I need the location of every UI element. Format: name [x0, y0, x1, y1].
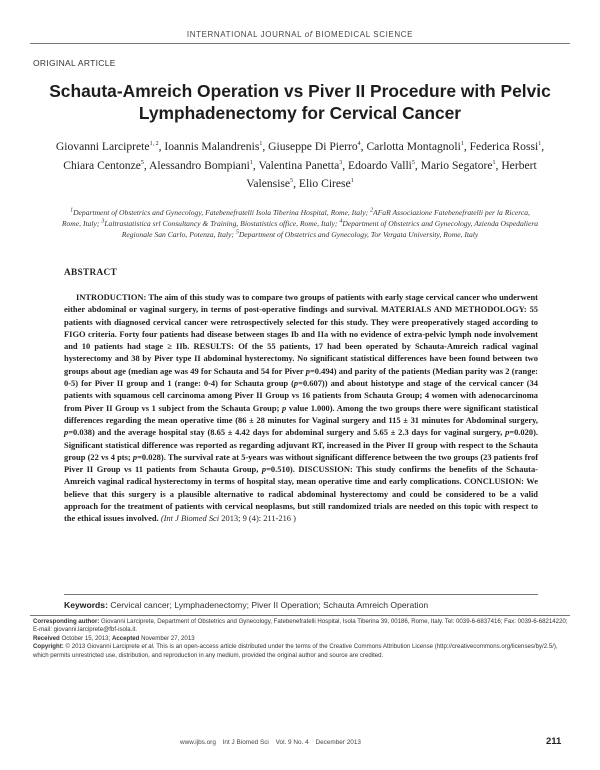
journal-header-pre: INTERNATIONAL JOURNAL [186, 30, 305, 39]
abstract-methods-label: MATERIALS AND METHODOLOGY: [378, 304, 527, 315]
received-date: October 15, 2013; [59, 634, 112, 642]
affil-sup: 3 [101, 218, 105, 225]
affiliations [60, 207, 540, 241]
copyright-text: © 2013 Giovanni Larciprete [63, 643, 142, 651]
p-value-symbol: p [64, 427, 69, 438]
keywords-text: Cervical cancer; Lymphadenectomy; Piver II Operation; Schauta Amreich Operation [107, 600, 429, 610]
author: Mario Segatore [420, 158, 493, 172]
author-affil-sup: 4 [357, 141, 361, 148]
abstract-methods-text: 55 patients with diagnosed cervical cancer were retrospectively selected for this study. They were preoperatively staged according to FIGO criteria. Forty four patients had disease between stages Ib and IIa with no evidence of extra-pelvic lymph node involvement and 10 patients had stage ≥ IIb. [64, 304, 539, 352]
correspondence-label: Corresponding author: [33, 618, 100, 625]
author-affil-sup: 1 [259, 141, 263, 148]
abstract-results-text: =0.510). [266, 464, 295, 475]
p-value-symbol: p [132, 451, 138, 462]
received-label: Received [33, 634, 60, 642]
accepted-label: Accepted [111, 634, 140, 642]
author: Alessandro Bompiani [149, 158, 250, 172]
author: Giuseppe Di Pierro [268, 140, 358, 153]
abstract-results-text: value 1.000). Among the two groups there were significant statistical differences regarding the mean operative time (86 ± 28 minutes for Vaginal surgery and 115 ± 31 minutes for Abdominal surgery, [64, 402, 538, 425]
abstract-discussion-text: This study confirms the benefits of the Schauta-Amreich vaginal radical hysterectomy in terms of hospital stay, mean operative time and early complications. [64, 464, 538, 487]
header-rule [30, 43, 570, 44]
abstract-conclusion-text: We believe that this surgery is a plausible alternative to radical abdominal hysterectomy and could be considered to be a valid approach for the treatment of patients with cervical neoplasms, but still randomized trials are needed on this topic with respect to the ethical issues involved. [64, 476, 538, 524]
abstract-body [64, 291, 538, 525]
affiliation: AFaR Associazione Fatebenefratelli per la Ricerca, Rome, Italy; [61, 208, 530, 229]
author-affil-sup: 3 [339, 159, 343, 166]
author-affil-sup: 1 [249, 159, 253, 166]
author-affil-sup: 5 [411, 159, 415, 166]
accepted-date: November 27, 2013 [139, 634, 195, 642]
p-value-symbol: p [505, 427, 510, 438]
affil-sup: 5 [235, 229, 239, 236]
author-affil-sup: 1 [538, 141, 542, 148]
abstract-heading: ABSTRACT [64, 268, 118, 278]
author-list: Giovanni Larciprete$^{1, 2}$, Ioannis Malandrenis$^1$, Giuseppe Di Pierro$^4$, Carlotta Montagnoli$^1$, Federica Rossi$^1$, Chiara Centonze$^5$, Alessandro Bompiani$^1$, Valentina Panetta$^3$, Edoardo Valli$^5$, Mario Segatore$^1$, Herbert Valensise$^5$, Elio Cirese$^1$ [55, 140, 545, 190]
abstract-discussion-label: DISCUSSION: [294, 464, 353, 475]
footer-website[interactable]: www.ijbs.org [180, 739, 216, 746]
keywords-rule [64, 594, 538, 595]
keywords-label: Keywords: [64, 600, 108, 610]
author-affil-sup: 1, 2 [149, 141, 159, 148]
abstract-results-label: RESULTS: [189, 341, 235, 352]
keywords [64, 600, 544, 610]
author: Herbert Valensise [246, 158, 537, 190]
author-affil-sup: 5 [290, 178, 294, 185]
author: Carlotta Montagnoli [366, 140, 461, 153]
author: Valentina Panetta [258, 158, 340, 172]
affiliation: Department of Obstetrics and Gynecology, Azienda Ospedaliera Regionale San Carlo, Potenza, Italy; [121, 219, 539, 240]
journal-header [0, 30, 600, 39]
p-value-symbol: p [261, 464, 267, 475]
author: Edoardo Valli [348, 158, 412, 172]
abstract-citation-volume: 2013; 9 (4): 211-216 ) [219, 513, 296, 524]
affiliation: Laltrastatistica srl Consultancy & Training, Biostatistics office, Rome, Italy; [104, 219, 338, 229]
footer-journal: Int J Biomed Sci [222, 739, 269, 746]
copyright-label: Copyright: [33, 643, 64, 651]
author-affil-sup: 1 [492, 159, 496, 166]
p-value-symbol: p [293, 378, 299, 389]
journal-header-post: BIOMEDICAL SCIENCE [312, 30, 414, 39]
author: Elio Cirese [298, 177, 351, 190]
abstract-results-text: =0.028). The survival rate at 5-years was without significant difference between the two groups (23 patients frof Piver II Group vs 11 patients from Schauta Group, [64, 451, 538, 475]
abstract-conclusion-label: CONCLUSION: [461, 476, 524, 487]
correspondence-text: Giovanni Larciprete, Department of Obstetrics and Gynecology, Fatebenefratelli Hospital, Isola Tiberina 39, 00186, Rome, Italy. Tel: 0039-6-6837416; Fax: 0039-6-68214220; E-mail: giovanni.larciprete@fbf-isola.it. [33, 618, 568, 634]
p-value-symbol: p [282, 402, 287, 413]
abstract-results-text: =0.038) and the average hospital stay (8.65 ± 4.42 days for abdominal surgery and 5.65 ± 2.3 days for vaginal surgery, [68, 427, 506, 438]
affiliation: Department of Obstetrics and Gynecology, Tor Vergata University, Rome, Italy [238, 230, 479, 240]
journal-header-of: of [304, 30, 313, 39]
abstract-intro-label: INTRODUCTION: [76, 292, 147, 302]
footer-date: December 2013 [315, 739, 361, 746]
p-value-symbol: p [305, 365, 310, 376]
author-affil-sup: 1 [460, 141, 464, 148]
footer-volume: Vol. 9 No. 4 [275, 739, 309, 746]
article-type: ORIGINAL ARTICLE [33, 58, 116, 68]
author: Giovanni Larciprete [55, 140, 150, 153]
abstract-results-text: =0.607)) and about histotype and stage of the cervical cancer (34 patients with squamous cell carcinoma among Piver II Group vs 16 patients from Schauta Group; 4 women with adenocarcinoma from Piver II Group vs 1 subject from the Schauta Group; [64, 378, 538, 413]
author: Chiara Centonze [63, 158, 141, 172]
correspondence-block [33, 618, 571, 660]
affiliation: Department of Obstetrics and Gynecology, Fatebenefratelli Isola Tiberina Hospital, Rome, Italy; [73, 208, 369, 217]
affil-sup: 1 [70, 207, 74, 214]
author: Federica Rossi [469, 140, 539, 153]
abstract-results-text: =0.494) and parity of the patients (Median parity was 2 (range: 0-5) for Piver II group and 1 (range: 0-4) for Schauta group ( [64, 365, 538, 389]
abstract-intro-text: The aim of this study was to compare two groups of patients with early stage cervical cancer who underwent either abdominal or vaginal surgery, in terms of post-operative findings and survival. [64, 292, 538, 315]
copyright-text: This is an open-access article distributed under the terms of the Creative Commons Attribution License (http://creativecommons.org/licenses/by/2.5/), which permits unrestricted use, distribution, and reproduction in any medium, provided the original author and source are credited. [33, 643, 558, 659]
author-affil-sup: 1 [350, 178, 354, 185]
meta-rule [30, 615, 570, 616]
article-title: Schauta-Amreich Operation vs Piver II Procedure with Pelvic Lymphadenectomy for Cervical Cancer [49, 81, 551, 123]
affil-sup: 2 [370, 207, 374, 214]
author: Ioannis Malandrenis [164, 140, 260, 153]
page-footer [180, 739, 510, 746]
copyright-et-al: et al. [141, 643, 155, 651]
author-affil-sup: 5 [140, 159, 144, 166]
affil-sup: 4 [339, 218, 343, 225]
abstract-results-text: Of the 55 patients, 17 had been operated by Schauta-Amreich radical vaginal hysterectomy and 38 by Piver type II abdominal hysterectomy. No significant statistical differences have been found between two groups about age (median age was 49 for Schauta and 54 for Piver [64, 341, 538, 376]
page-number: 211 [546, 736, 562, 747]
abstract-results-text: =0.020). Significant statistical difference was reported as regarding adjuvant RT, increased in the Piver II group with respect to the Schauta group (22 vs 4 pts; [64, 427, 538, 462]
abstract-citation-journal: (Int J Biomed Sci [158, 513, 220, 524]
